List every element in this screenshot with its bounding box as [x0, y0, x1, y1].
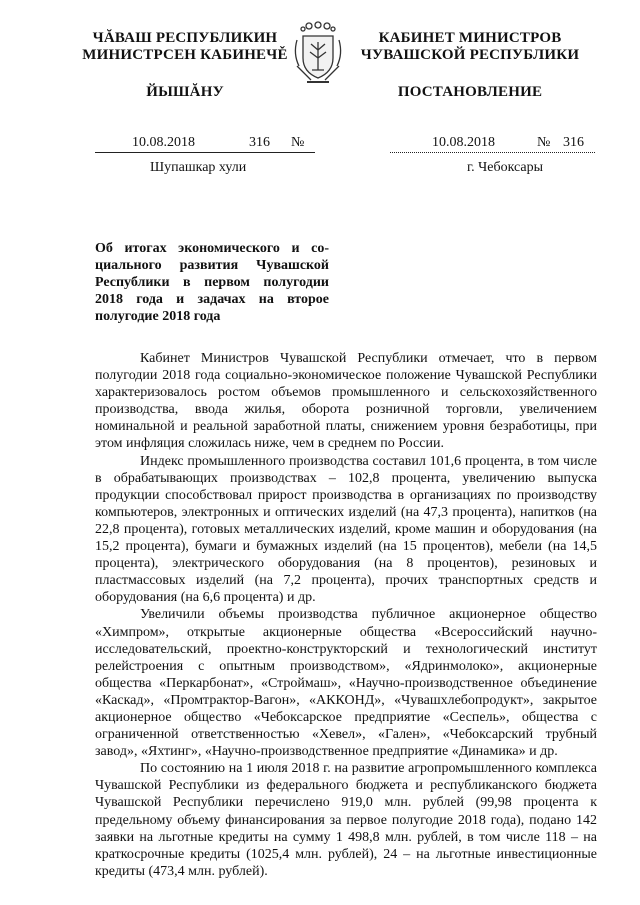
header-left-line1: ЧĂВАШ РЕСПУБЛИКИН	[92, 30, 278, 46]
reg-left-number-sign: №	[291, 135, 305, 150]
body-paragraph: Увеличили объемы производства публичное акционерное общество «Химпром», открытые акционерные общества «Всероссийский научно-исследовательский, проектно-конструкторский и технологический институт релейстроения с опытным производством», «Ядринмолоко», акционерные общества «Перкарбонат», «Строймаш», «Научно-производственное объединение «Каскад», «Промтрактор-Вагон», «АККОНД», «Чувашхлебопродукт», закрытое акционерное общество «Чебоксарское предприятие «Сеспель», общества с ограниченной ответственностью «Хевел», «Гален», «Чебоксарский трубный завод», «Яхтинг», «Научно-производственное предприятие «Динамика» и др.	[95, 607, 597, 760]
header-left	[60, 30, 310, 101]
header-right-line2: ЧУВАШСКОЙ РЕСПУБЛИКИ	[360, 47, 580, 63]
title-line: 2018 года и задачах на второе	[95, 292, 329, 307]
reg-left-date: 10.08.2018	[132, 135, 195, 150]
registration-left	[95, 135, 315, 153]
city-left: Шупашкар хули	[150, 160, 247, 175]
title-line: циального развития Чувашской	[95, 258, 329, 273]
body-paragraph: Кабинет Министров Чувашской Республики отмечает, что в первом полугодии 2018 года социально-экономическое положение Чувашской Республики характеризовалось ростом объемов промышленного и сельскохозяйственного производства, ввода жилья, оборота розничной торговли, увеличением номинальной и реальной заработной платы, снижением уровня безработицы, при этом инфляция сложилась ниже, чем в среднем по России.	[95, 351, 597, 452]
reg-left-number: 316	[249, 135, 270, 150]
header-right-line1: КАБИНЕТ МИНИСТРОВ	[378, 30, 562, 46]
registration-right	[390, 135, 595, 153]
header-right-doc-type: ПОСТАНОВЛЕНИЕ	[397, 84, 543, 100]
title-line: Республики в первом полугодии	[95, 275, 329, 290]
reg-right-number: 316	[563, 135, 584, 150]
city-right: г. Чебоксары	[467, 160, 544, 175]
body-paragraph: Индекс промышленного производства составил 101,6 процента, в том числе в обрабатывающих производствах – 102,8 процента, увеличению выпуска продукции способствовал прирост производства в организациях по производству компьютеров, электронных и оптических изделий (на 47,3 процента), напитков (на 22,8 процента), готовых металлических изделий, кроме машин и оборудования (на 15,2 процента), бумаги и бумажных изделий (на 15 процентов), мебели (на 14,5 процента), электрического оборудования (на 8 процентов), резиновых и пластмассовых изделий (на 7,2 процента), прочих транспортных средств и оборудования (на 6,6 процента) и др.	[95, 453, 597, 606]
document-title	[95, 240, 329, 325]
title-line: Об итогах экономического и со-	[95, 241, 329, 256]
header-left-line2: МИНИСТРСЕН КАБИНЕЧĚ	[82, 47, 288, 63]
document-body	[95, 350, 597, 880]
title-line-last: полугодие 2018 года	[95, 309, 221, 324]
body-paragraph: По состоянию на 1 июля 2018 г. на развитие агропромышленного комплекса Чувашской Республики из федерального бюджета и республиканского бюджета Чувашской Республики перечислено 919,0 млн. рублей (99,98 процента к предельному объему финансирования за первое полугодие 2018 года), подано 142 заявки на льготные кредиты на сумму 1 498,8 млн. рублей, в том числе 118 – на краткосрочные кредиты (1025,4 млн. рублей), 24 – на льготные инвестиционные кредиты (473,4 млн. рублей).	[95, 761, 597, 879]
header-left-doc-type: ЙЫШĂНУ	[146, 84, 224, 100]
chuvash-coat-of-arms-icon	[291, 20, 345, 90]
reg-right-number-sign: №	[537, 135, 551, 150]
header-right	[345, 30, 595, 101]
reg-right-date: 10.08.2018	[432, 135, 495, 150]
